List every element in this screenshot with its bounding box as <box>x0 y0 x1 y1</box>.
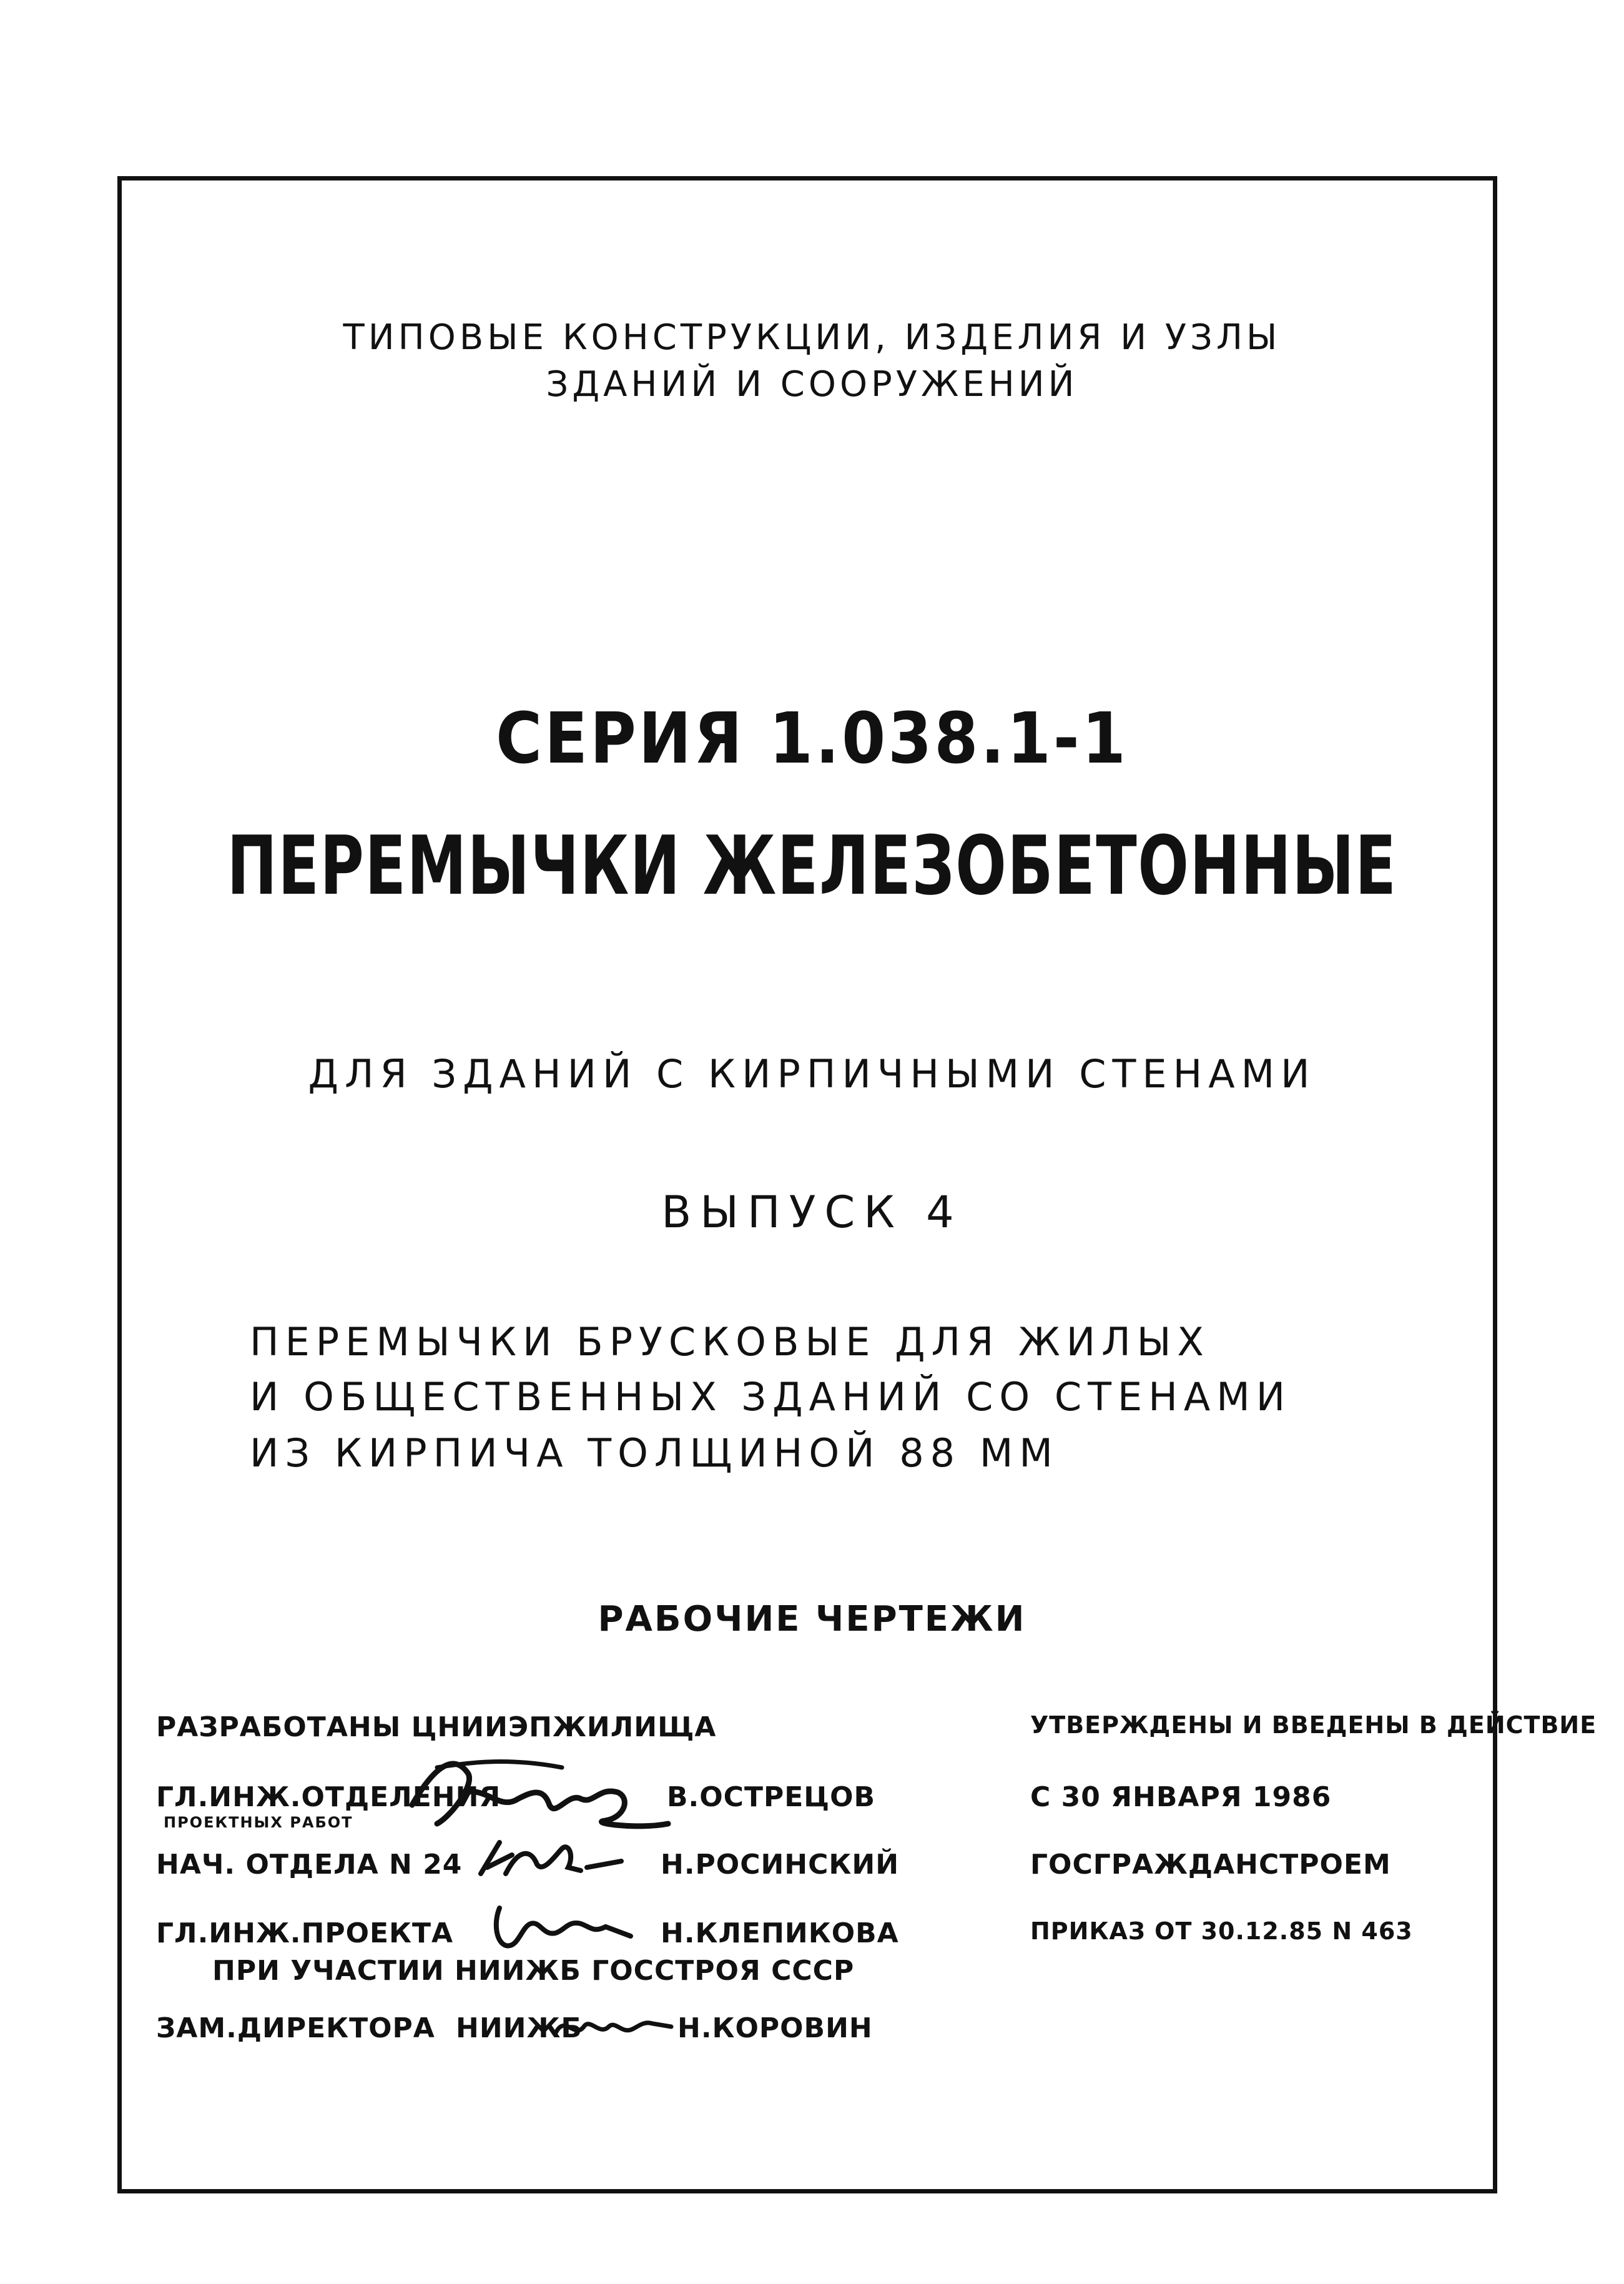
description-line-1: ПЕРЕМЫЧКИ БРУСКОВЫЕ ДЛЯ ЖИЛЫХ <box>250 1319 1210 1365</box>
name-rosinsky: Н.РОСИНСКИЙ <box>661 1849 900 1881</box>
issue-number: ВЫПУСК 4 <box>661 1187 963 1238</box>
name-korovin: Н.КОРОВИН <box>677 2012 873 2044</box>
developed-by: РАЗРАБОТАНЫ ЦНИИЭПЖИЛИЩА <box>156 1711 717 1743</box>
description-line-3: ИЗ КИРПИЧА ТОЛЩИНОЙ 88 ММ <box>250 1430 1059 1476</box>
title-page-frame <box>117 176 1497 2193</box>
approval-line-2: С 30 ЯНВАРЯ 1986 <box>1030 1781 1332 1813</box>
signature-klepikova <box>487 1899 637 1955</box>
participation: ПРИ УЧАСТИИ НИИЖБ ГОССТРОЯ СССР <box>212 1955 855 1987</box>
series-number: СЕРИЯ 1.038.1-1 <box>496 698 1128 779</box>
approval-line-1: УТВЕРЖДЕНЫ И ВВЕДЕНЫ В ДЕЙСТВИЕ <box>1030 1711 1597 1739</box>
series-title: ПЕРЕМЫЧКИ ЖЕЛЕЗОБЕТОННЫЕ <box>227 818 1397 913</box>
signature-korovin <box>549 2002 674 2052</box>
description-line-2: И ОБЩЕСТВЕННЫХ ЗДАНИЙ СО СТЕНАМИ <box>250 1374 1292 1420</box>
document-type: РАБОЧИЕ ЧЕРТЕЖИ <box>598 1599 1026 1639</box>
role-deputy-director: ЗАМ.ДИРЕКТОРА <box>156 2012 435 2044</box>
approval-line-4: ПРИКАЗ ОТ 30.12.85 N 463 <box>1030 1917 1413 1945</box>
header-line-1: ТИПОВЫЕ КОНСТРУКЦИИ, ИЗДЕЛИЯ И УЗЛЫ <box>343 317 1281 358</box>
subtitle: ДЛЯ ЗДАНИЙ С КИРПИЧНЫМИ СТЕНАМИ <box>308 1051 1316 1097</box>
deputy-organization: НИИЖБ <box>456 2012 583 2044</box>
role-chief-engineer-department-sub: ПРОЕКТНЫХ РАБОТ <box>164 1814 353 1831</box>
name-klepikova: Н.КЛЕПИКОВА <box>661 1917 899 1949</box>
signature-rosinsky <box>475 1830 624 1892</box>
header-line-2: ЗДАНИЙ И СООРУЖЕНИЙ <box>546 364 1078 405</box>
approval-line-3: ГОСГРАЖДАНСТРОЕМ <box>1030 1849 1391 1881</box>
role-chief-engineer-department: ГЛ.ИНЖ.ОТДЕЛЕНИЯ <box>156 1781 501 1813</box>
role-head-department: НАЧ. ОТДЕЛА N 24 <box>156 1849 463 1881</box>
role-chief-engineer-project: ГЛ.ИНЖ.ПРОЕКТА <box>156 1917 454 1949</box>
name-ostretsov: В.ОСТРЕЦОВ <box>667 1781 876 1813</box>
